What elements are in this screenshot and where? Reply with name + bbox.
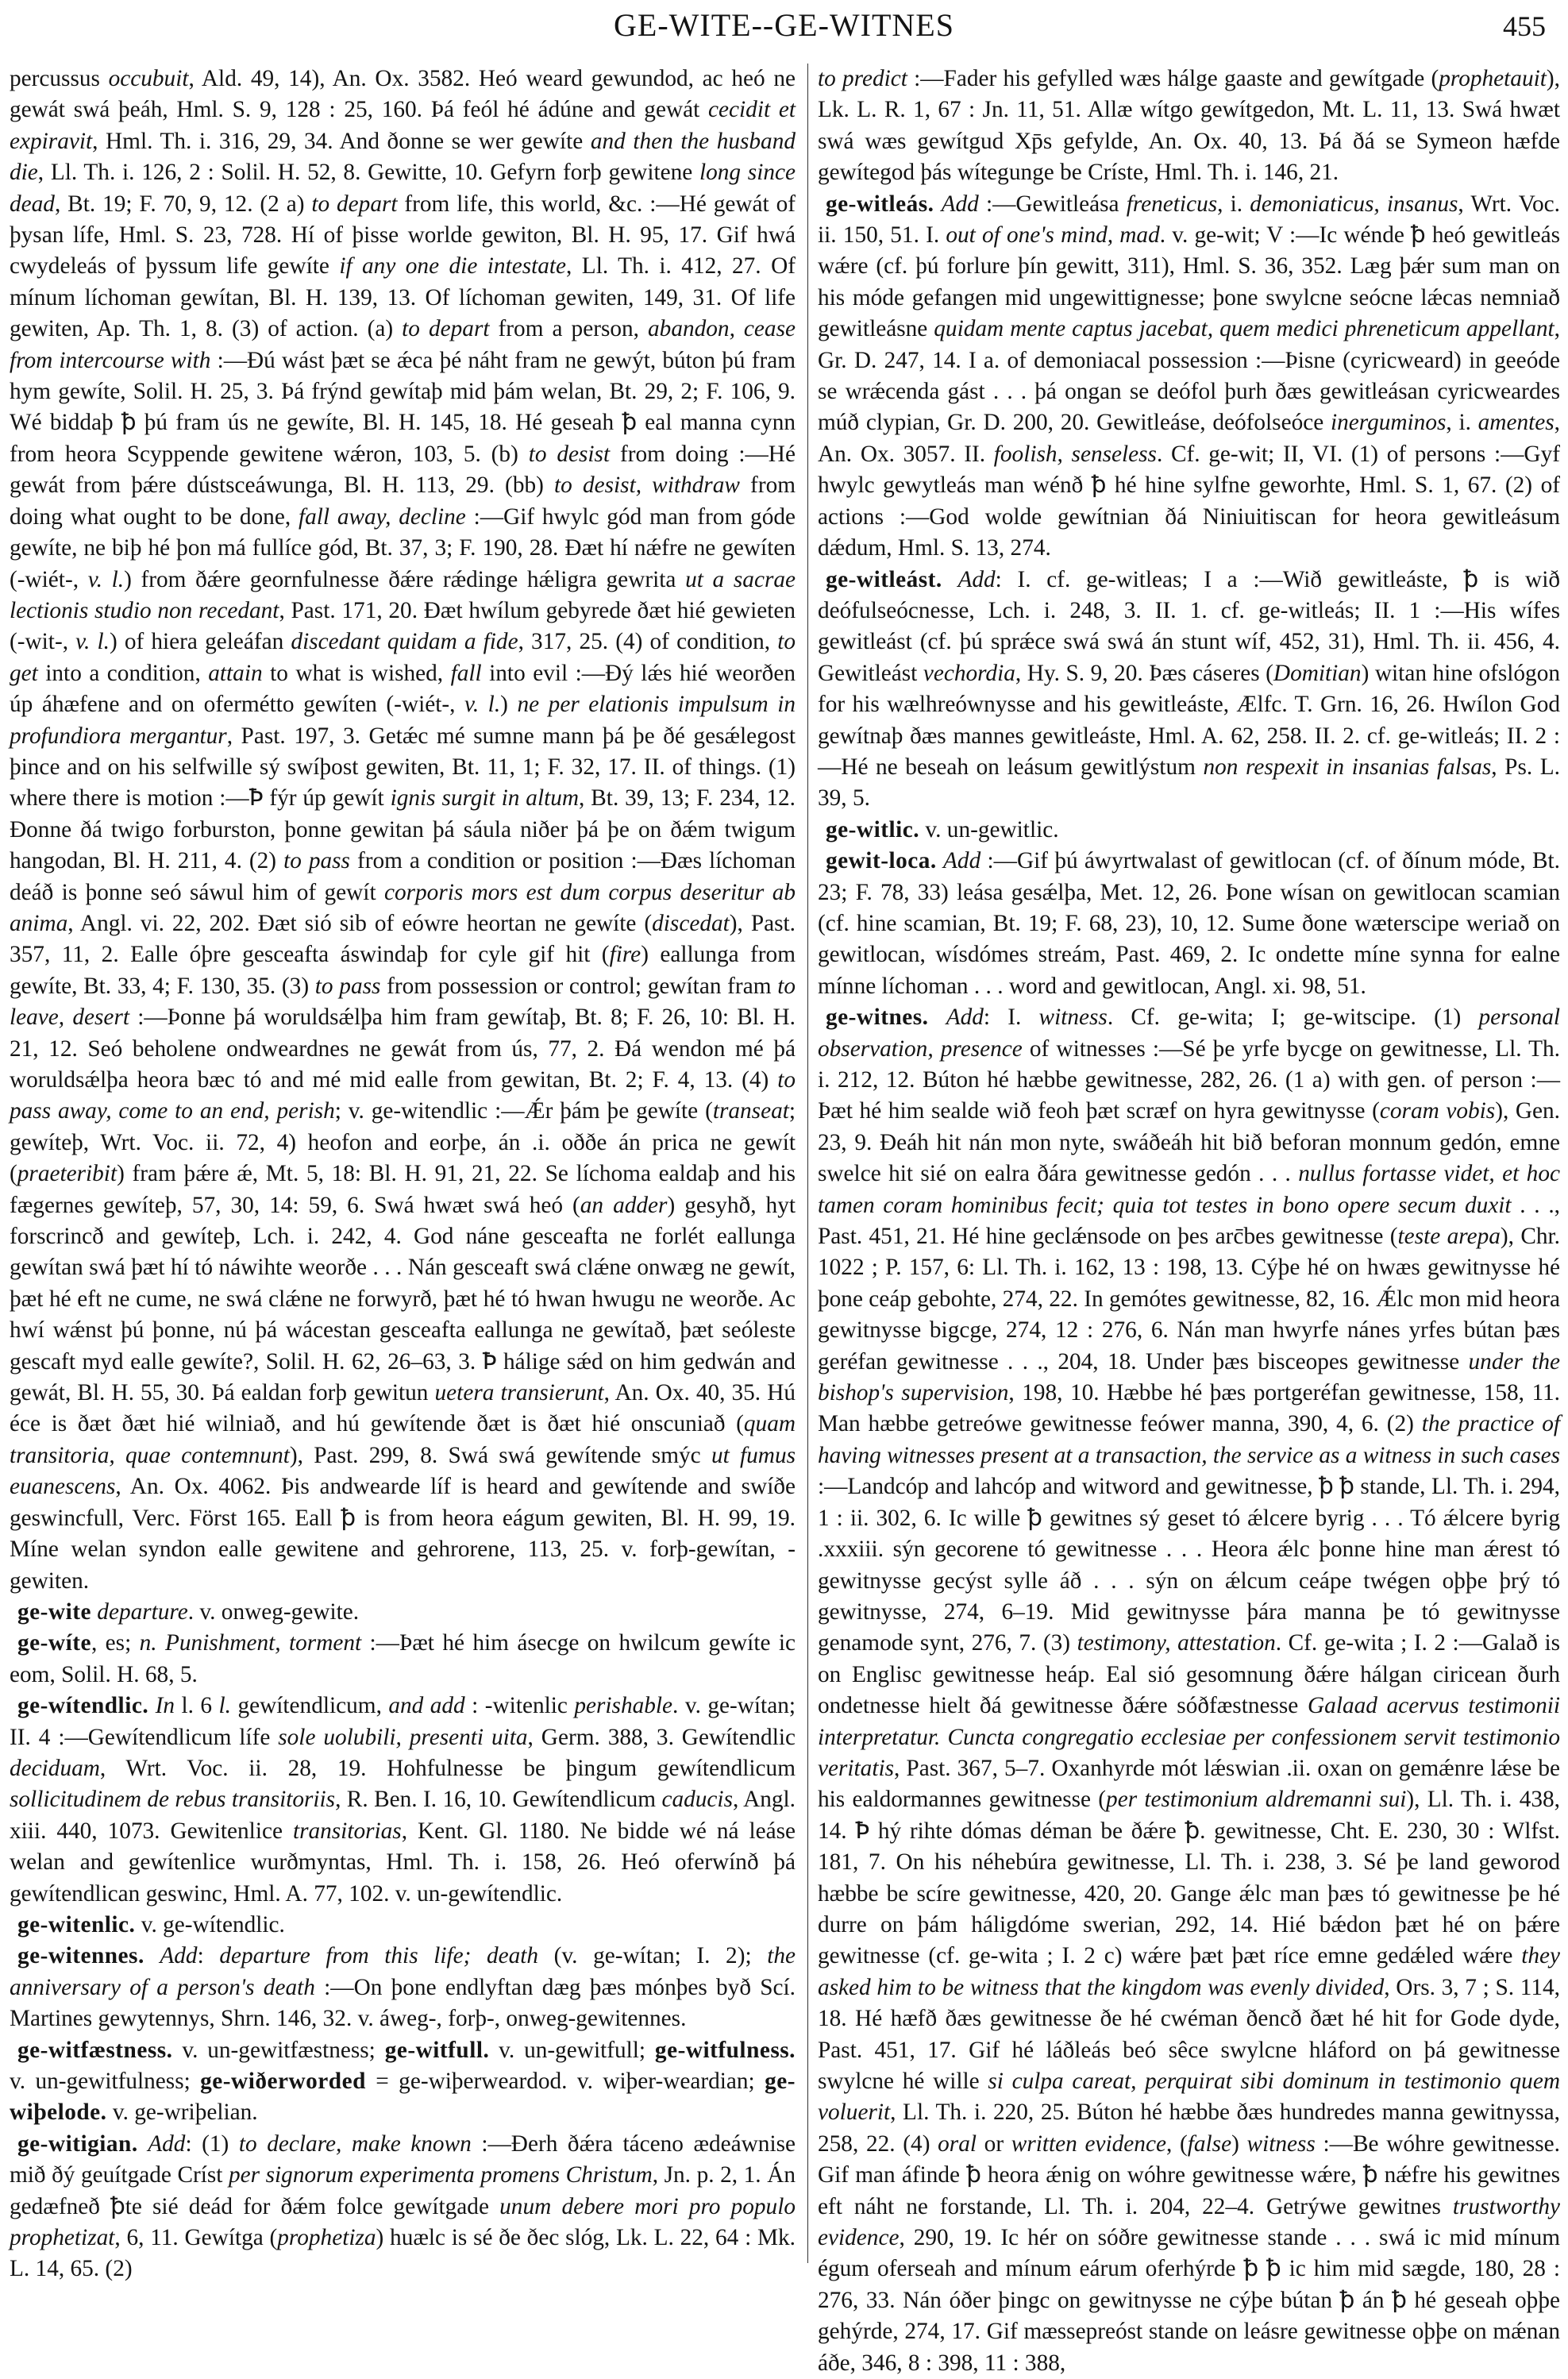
italic-gloss: to desist, withdraw [554, 472, 740, 499]
italic-gloss: to predict [818, 66, 907, 91]
italic-gloss: fire [609, 942, 641, 968]
italic-gloss: to depart [402, 316, 490, 342]
headword: gewit-loca. [826, 848, 937, 874]
dictionary-entry [10, 1691, 796, 1910]
italic-gloss: v. l. [75, 629, 110, 655]
italic-gloss: si culpa careat, perquirat sibi dominum in testimonio quem voluerit [818, 2069, 1560, 2126]
italic-gloss: departure [97, 1598, 188, 1625]
dictionary-entry [10, 2129, 796, 2285]
dictionary-entry [818, 64, 1560, 189]
entry-text: :—On þone endlyftan dæg þæs mónþes byð Scí. Martines gewytennys, Shrn. 146, 32. v. áweg-, forþ-, onweg-gewitennes. [10, 1974, 796, 2032]
column-divider [807, 64, 808, 2263]
dictionary-entry [10, 2035, 796, 2129]
italic-gloss: l. [218, 1693, 231, 1719]
italic-gloss: out of one's mind, mad [946, 222, 1160, 249]
italic-gloss: v. l. [87, 566, 125, 592]
entry-text: ; gewíteþ, Wrt. Voc. ii. 72, 4) heofon and eorþe, án .i. oððe án prica ne gewít ( [10, 1098, 796, 1187]
italic-gloss: corporis mors est dum corpus deseritur ab anima [10, 879, 796, 936]
dictionary-entry [10, 1910, 796, 1941]
page-header [0, 6, 1568, 54]
entry-text: :—Gif þú áwyrtwalast of gewitlocan (cf. of ðínum móde, Bt. 23; F. 78, 33) leása gesǽlþa, Met. 12, 26. Þone wísan on gewitlocan scamian (cf. hine scamian, Bt. 19; F. 68, 23), 10, 12. Sume ðone wæterscipe weriað on gewitlocan, wísdómes streám, Past. 469, 2. Ic ondette míne synna for ealne mínne líchoman . . . word and gewitlocan, Angl. xi. 98, 51. [818, 848, 1560, 999]
italic-gloss: freneticus [1126, 191, 1218, 217]
entry-text: ; v. ge-witendlic :—Ǽr þám þe gewíte ( [334, 1098, 713, 1124]
headword: ge-witlic. [826, 816, 920, 842]
dictionary-entry [818, 846, 1560, 1002]
entry-text: , Angl. xiii. 440, 1073. Gewitenlice [10, 1787, 796, 1844]
italic-gloss: to get [10, 629, 796, 686]
entry-text: from possession or control; gewítan fram [380, 973, 778, 999]
italic-gloss: deciduam [10, 1755, 100, 1781]
italic-gloss: occubuit [108, 66, 189, 91]
entry-text: . Cf. ge-wita; I; ge-witscipe. (1) [1107, 1004, 1479, 1031]
running-title: GE-WITE--GE-WITNES [614, 7, 954, 43]
italic-gloss: non respexit in insanias falsas [1203, 754, 1492, 780]
entry-text: . v. ge-wit; V :—Ic wénde ꝥ heó gewitleás wǽre (cf. þú forlure þín gewitt, 311), Hml. S. 36, 352. Læg þǽr sum man on his móde gefangen mid ungewittignesse; þone swylcne seócne lǽcas nemniað gewitleásne [818, 222, 1560, 342]
italic-gloss: discedat [652, 910, 730, 936]
entry-text: , Gr. D. 247, 14. I a. of demoniacal possession :—Þisne (cyricweard) in geeóde se wrǽcenda gást . . . þá ongan se deófol þurh ðæs gewitleásan cyricweardes múð clypian, Gr. D. 200, 20. Gewitleáse, deófolseóce [818, 316, 1560, 436]
italic-gloss: Add [943, 848, 981, 874]
italic-gloss: to declare, make known [238, 2130, 472, 2157]
entry-text: ) [500, 692, 518, 718]
entry-text: of witnesses :—Sé þe yrfe bycge on gewitnesse, Ll. Th. i. 212, 12. Búton hé hæbbe gewitnesse, 282, 26. (1 a) with gen. of person :—Þæt hé him sealde wið feoh þæt scræf on hyra gewitnysse ( [818, 1035, 1560, 1124]
italic-gloss: the anniversary of a person's death [10, 1943, 796, 2000]
entry-text [928, 1004, 946, 1030]
italic-gloss: Add [160, 1943, 198, 1969]
entry-text: , 317, 25. (4) of condition, [518, 629, 778, 655]
entry-text [138, 2131, 148, 2157]
right-column [818, 64, 1560, 2379]
italic-gloss: uetera transierunt [434, 1380, 604, 1406]
entry-text: from doing :—Hé gewát from þǽre dústsceáwunga, Bl. H. 113, 29. (bb) [10, 441, 796, 499]
entry-text: ) fram þǽre ǽ, Mt. 5, 18: Bl. H. 91, 21, 22. Se líchoma ealdaþ and his fægernes gewíteþ, 57, 30, 14: 59, 6. Swá hwæt swá heó ( [10, 1161, 796, 1218]
italic-gloss: to desist [528, 441, 611, 467]
entry-text: . Cf. ge-wita ; I. 2 :—Galað is on Englisc gewitnesse heáp. Eal sió gesomnung ðǽre hálgan ciricean ðurh ondetnesse hielt ðá gewitnesse ðǽre sóðfæstnesse [818, 1630, 1561, 1719]
italic-gloss: witness [1246, 2130, 1316, 2157]
italic-gloss: coram vobis [1379, 1098, 1496, 1124]
entry-text: ), Gen. 23, 9. Ðeáh hit nán mon nyte, swáðeáh hit bið beforan monnum gedón, emne swelce hit sié on ealra ðára gewitnesse gedón . . . [818, 1098, 1560, 1187]
entry-text: , Bt. 19; F. 70, 9, 12. (2 a) [54, 191, 312, 217]
italic-gloss: trustworthy evidence [818, 2193, 1560, 2251]
entry-text: , Past. 171, 20. Ðæt hwílum gebyrede ðæt hié gewieten (-wit-, [10, 597, 796, 655]
entry-text: :—Gif hwylc gód man from góde gewíte, ne biþ hé þon má fullíce gód, Bt. 37, 3; F. 190, 28. Ðæt hí nǽfre ne gewíten (-wiét-, [10, 503, 796, 592]
entry-text: , Ll. Th. i. 412, 27. Of mínum líchoman gewítan, Bl. H. 139, 13. Of líchoman gewiten, 149, 31. Of life gewiten, Ap. Th. 1, 8. (3) of action. (a) [10, 253, 796, 342]
headword: ge-witfulness. [654, 2037, 796, 2063]
entry-text: gewítendlicum, [231, 1693, 389, 1719]
entry-text: = ge-wiþerweardod. v. wiþer-weardian; [365, 2069, 765, 2094]
italic-gloss: long since dead [10, 160, 796, 217]
italic-gloss: Add [946, 1004, 984, 1031]
entry-text: to what is wished, [262, 660, 451, 686]
italic-gloss: sollicitudinem de rebus transitoriis [10, 1787, 336, 1813]
entry-text: , Jn. p. 2, 1. Án gedæfneð ꝥte sié deád for ðǽm folce gewítgade [10, 2162, 796, 2219]
entry-text: , Ors. 3, 7 ; S. 114, 18. Hé hæfð ðæs gewitnesse ðe hé cwéman ðencð ðæt hé hit for Gode dyde, Past. 451, 17. Gif hé láðleás beó sêce swylcne hláford on þá gewitnesse swylcne hé wille [818, 1974, 1560, 2094]
italic-gloss: Galaad acervus testimonii interpretatur. Cuncta congregatio ecclesiae per confessionem servit testimonio veritatis [818, 1693, 1560, 1781]
italic-gloss: written evidence [1011, 2130, 1166, 2157]
italic-gloss: teste arepa [1397, 1224, 1501, 1250]
italic-gloss: under the bishop's supervision [818, 1348, 1560, 1406]
entry-text: percussus [10, 66, 109, 91]
entry-text: :—Be wóhre gewitnesse. Gif man áfinde ꝥ heora ǽnig on wóhre gewitnesse wǽre, ꝥ nǽfre his gewitnes eft náht ne forstande, Ll. Th. i. 204, 22–4. Getrýwe gewitnes [818, 2130, 1560, 2219]
entry-text: from doing what ought to be done, [10, 472, 796, 530]
italic-gloss: Domitian [1273, 660, 1362, 686]
entry-text: : I. [983, 1004, 1039, 1031]
italic-gloss: personal observation, presence [818, 1004, 1560, 1062]
italic-gloss: ut a sacrae lectionis studio non recedant [10, 566, 796, 623]
italic-gloss: cecidit et expiravit [10, 97, 796, 154]
entry-text: , Ald. 49, 14), An. Ox. 3582. Heó weard gewundod, ac heó ne gewát swá þeáh, Hml. S. 9, 128 : 25, 160. Þá feól hé ádúne and gewát [10, 66, 796, 123]
entry-text: :—Þonne þá woruldsǽlþa him fram gewítaþ, Bt. 8; F. 26, 10: Bl. H. 21, 12. Seó beholene ondweardnes ne gewát from ús, 77, 2. Ðá wendon mé þá woruldsǽlþa heora bæc tó and mé mid ealle from gewitan, Bt. 2; F. 4, 13. (4) [10, 1004, 796, 1093]
entry-text: , 290, 19. Ic hér on sóðre gewitnesse stande . . . swá ic mid mínum égum oferseah and mínum eárum oferhýrde ꝥ ꝥ ic him mid sægde, 180, 28 : 276, 33. Nán óðer þingc on gewitnysse ne cýþe bútan ꝥ án ꝥ hé geseah oþþe gehýrde, 274, 17. Gif mæssepreóst stande on leásre gewitnesse oþþe on mǽnan áðe, 346, 8 : 398, 11 : 388, [818, 2225, 1560, 2376]
entry-text: v. un-gewitlic. [919, 816, 1059, 842]
entry-text: , R. Ben. I. 16, 10. Gewítendlicum [335, 1787, 662, 1813]
entry-text: or [976, 2130, 1011, 2157]
italic-gloss: departure from this life; death [219, 1943, 539, 1969]
entry-text: from life, this world, &c. :—Hé gewát of þysan lífe, Hml. S. 23, 728. Hí of þisse worlde gewiton, Bl. H. 95, 17. Gif hwá cwydeleás of þyssum life gewíte [10, 191, 796, 280]
italic-gloss: to pass away, come to an end, perish [10, 1067, 796, 1124]
italic-gloss: ignis surgit in altum [390, 785, 580, 812]
headword: ge-wiþelode. [10, 2069, 796, 2126]
italic-gloss: quam transitoria, quae contemnunt [10, 1411, 796, 1468]
entry-text: , Kent. Gl. 1180. Ne bidde wé ná leáse welan and gewítenlice wurðmyntas, Hml. Th. i. 158, 26. Heó oferwínð þá gewítendlican geswinc, Hml. A. 77, 102. v. un-gewítendlic. [10, 1818, 796, 1907]
entry-text: , An. Ox. 3057. II. [818, 410, 1560, 467]
headword: ge-wiðerworded [200, 2069, 366, 2094]
italic-gloss: per testimonium aldremanni sui [1106, 1787, 1407, 1813]
entry-text: ), Past. 299, 8. Swá swá gewítende smýc [289, 1442, 711, 1468]
entry-text: , 198, 10. Hæbbe hé þæs portgeréfan gewitnesse, 158, 11. Man hæbbe getreówe gewitnesse feówer manna, 390, 4, 6. (2) [818, 1380, 1560, 1437]
entry-text: : -witenlic [464, 1693, 575, 1719]
page-number: 455 [1503, 10, 1546, 42]
entry-text: :—Ðú wást þæt se ǽca þé náht fram ne gewýt, búton þú fram hym gewíte, Solil. H. 25, 3. Þá frýnd gewítaþ mid þám welan, Bt. 29, 2; F. 106, 9. Wé biddaþ ꝥ þú fram ús ne gewíte, Bl. H. 145, 18. Hé geseah ꝥ eal manna cynn from heora Scyppende gewitene wǽron, 103, 5. (b) [10, 347, 796, 467]
headword: ge-witleás. [826, 191, 934, 217]
entry-text: ), Chr. 1022 ; P. 157, 6: Ll. Th. i. 162, 13 : 198, 13. Cýþe hé on hwæs gewitnysse hé þone ceáp gebohte, 274, 22. In gemótes gewitnesse, 82, 16. Ǽlc mon mid heora gewitnysse bigcge, 274, 12 : 276, 6. Nán man hwyrfe nánes yrfes bútan þæs geréfan gewitnesse . . ., 204, 18. Under þæs bisceopes gewitnesse [818, 1224, 1560, 1375]
italic-gloss: to pass [283, 848, 350, 874]
entry-text: :—Gewitleása [978, 191, 1127, 217]
entry-text: : I. cf. ge-witleas; I a :—Wið gewitleáste, ꝥ is wið deófulseócnesse, Lch. i. 248, 3. II. 1. cf. ge-witleás; II. 1 :—His wífes gewitleást (cf. þú sprǽce swá swá án stunt wíf, 452, 31), Hml. Th. ii. 456, 4. Gewitleást [818, 566, 1561, 686]
italic-gloss: praeteribit [17, 1161, 118, 1187]
italic-gloss: prophetiza [277, 2225, 376, 2251]
italic-gloss: false [1187, 2130, 1232, 2157]
entry-text: :—Landcóp and lahcóp and witword and gewitnesse, ꝥ ꝥ stande, Ll. Th. i. 294, 1 : ii. 302, 6. Ic wille ꝥ gewitnes sý geset tó ǽlcere byrig . . . Tó ǽlcere byrig .xxxiii. sýn gecorene tó gewitnesse . . . Heora ǽlc þonne hine man ǽrest tó gewitnysse gecýst sylle áð . . . sýn on ǽlcum ceápe twégen oþþe þrý tó gewitnysse, 274, 6–19. Mid gewitnysse þára manna þe tó gewitnysse genamode synt, 276, 7. (3) [818, 1474, 1560, 1656]
italic-gloss: the practice of having witnesses present at a transaction, the service as a witness in such cases [818, 1411, 1560, 1468]
entry-text: (v. ge-wítan; I. 2); [538, 1943, 768, 1969]
italic-gloss: an adder [580, 1192, 668, 1218]
italic-gloss: n. Punishment, torment [139, 1630, 362, 1656]
dictionary-entry [10, 1628, 796, 1691]
italic-gloss: testimony, attestation [1077, 1630, 1276, 1656]
entry-text: , An. Ox. 4062. Þis andwearde líf is heard and gewítende and swíðe geswincfull, Verc. Först 165. Eall ꝥ is from heora eágum gewiten, Bl. H. 99, 19. Míne welan syndon ealle gewitene and gehrorene, 113, 25. v. forþ-gewítan, -gewiten. [10, 1474, 796, 1594]
dictionary-entry [10, 64, 796, 1597]
entry-text: v. ge-wriþelian. [106, 2099, 258, 2126]
dictionary-entry [818, 1002, 1560, 2379]
entry-text: : [197, 1943, 220, 1969]
entry-text: from a person, [489, 316, 649, 342]
entry-text: :—Ðerh ðǽra táceno ædeáwnise mið ðý geuítgade Críst [10, 2130, 796, 2188]
headword: ge-witnes. [826, 1004, 929, 1031]
entry-text: ) of hiera geleáfan [109, 629, 291, 655]
italic-gloss: unum debere mori pro populo prophetizat [10, 2193, 796, 2251]
italic-gloss: ne per elationis impulsum in profundiora mergantur [10, 692, 796, 749]
entry-text: v. un-gewitfæstness; [172, 2037, 385, 2063]
italic-gloss: demoniaticus, insanus [1250, 191, 1458, 217]
entry-text: , ( [1165, 2130, 1188, 2157]
entry-text: ), Lk. L. R. 1, 67 : Jn. 11, 51. Allæ wítgo gewítgedon, Mt. L. 11, 13. Swá hwæt swá wæs gewítgud Xp̄s gefylde, An. Ox. 40, 13. Þá ðá se Symeon hæfde gewítegod þás wítegunge be Críste, Hml. Th. i. 146, 21. [818, 66, 1560, 186]
italic-gloss: attain [208, 660, 263, 686]
entry-text [148, 1693, 155, 1718]
entry-text: , es; [91, 1630, 140, 1656]
entry-text: . v. ge-wítan; II. 4 :—Gewítendlicum lífe [10, 1693, 796, 1750]
italic-gloss: fall away, decline [298, 503, 466, 530]
entry-text: : (1) [185, 2130, 239, 2157]
entry-text: , Ll. Th. i. 220, 25. Búton hé hæbbe ðæs hundredes manna gewitnyssa, 258, 22. (4) [818, 2099, 1560, 2157]
italic-gloss: Add [957, 566, 996, 592]
italic-gloss: abandon, cease from intercourse with [10, 316, 796, 373]
entry-text: v. ge-wítendlic. [135, 1911, 285, 1938]
entry-text: ), Past. 357, 11, 2. Ealle óþre gesceafta áswindaþ for cyle gif hit ( [10, 910, 796, 968]
italic-gloss: fall [450, 660, 482, 686]
entry-text: , i. [1217, 191, 1250, 217]
entry-text: , Wrt. Voc. ii. 28, 19. Hohfulnesse be þingum gewítendlicum [99, 1755, 796, 1781]
entry-text: , Past. 197, 3. Getǽc mé sumne mann þá þe ðé gesǽlegost þince and on his selfwille sý swíþost gewiten, Bt. 11, 1; F. 32, 17. II. of things. (1) where there is motion :—Ꝥ fýr úp gewít [10, 723, 796, 812]
left-column [10, 64, 796, 2285]
italic-gloss: quidam mente captus jacebat, quem medici phreneticum appellant [934, 316, 1555, 342]
entry-text: , Bt. 39, 13; F. 234, 12. Ðonne ðá twigo forburston, þonne gewitan þá sáula niðer þá þe on ðǽm twigum hangodan, Bl. H. 211, 4. (2) [10, 785, 796, 874]
entry-text [144, 1943, 160, 1968]
entry-text: l. 6 [175, 1693, 219, 1719]
headword: ge-wite [17, 1598, 91, 1625]
italic-gloss: ut fumus euanescens [10, 1442, 796, 1500]
italic-gloss: and add [388, 1693, 465, 1719]
italic-gloss: inerguminos [1330, 410, 1447, 436]
italic-gloss: Add [148, 2130, 186, 2157]
headword: ge-witfæstness. [17, 2037, 173, 2063]
entry-text [934, 191, 941, 217]
entry-text: ) witan hine ofslógon for his wælhreównysse and his gewitleáste, Ælfc. T. Grn. 16, 26. Hwílon God gewítnaþ ðæs mannes gewitleáste, Hml. A. 62, 258. II. 2. cf. ge-witleás; II. 2 :—Hé ne beseah on leásum gewitlýstum [818, 660, 1560, 780]
entry-text [942, 567, 958, 592]
italic-gloss: vechordia [923, 660, 1015, 686]
headword: ge-witigian. [17, 2130, 138, 2157]
headword: ge-witfull. [384, 2037, 490, 2063]
headword: ge-witleást. [826, 566, 942, 592]
dictionary-entry [10, 1941, 796, 2034]
entry-text: into a condition, [37, 660, 209, 686]
italic-gloss: oral [938, 2130, 977, 2157]
italic-gloss: witness [1038, 1004, 1108, 1031]
entry-text: , Wrt. Voc. ii. 150, 51. I. [818, 191, 1561, 249]
dictionary-entry [10, 1597, 796, 1628]
italic-gloss: if any one die intestate [339, 253, 567, 280]
italic-gloss: prophetauit [1439, 66, 1547, 91]
entry-text: , Angl. vi. 22, 202. Ðæt sió sib of eówre heortan ne gewíte ( [67, 910, 653, 936]
italic-gloss: to pass [314, 973, 381, 999]
entry-text: v. un-gewitfull; [489, 2037, 655, 2063]
entry-text: ) gesyhð, hyt forscrincð and gewíteþ, Lch. i. 242, 4. God náne gesceafta ne forlét eallunga gewítan swá þæt hí tó náwihte weorðe . . . Nán gesceaft swá clǽne onwæg ne gewít, þæt hé eft ne cume, ne swá clǽne ne forwyrð, þæt hé tó hwan hwugu ne weorðe. Ac hwí wǽnst þú þonne, nú þá wácestan gesceafta eallunga ne gewítað, þæt seóleste gescaft myd ealle gewíte?, Solil. H. 62, 26–63, 3. Ꝥ hálige sǽd on him gedwán and gewát, Bl. H. 55, 30. Þá ealdan forþ gewitun [10, 1192, 796, 1406]
italic-gloss: transitorias [292, 1818, 402, 1844]
italic-gloss: caducis [661, 1787, 733, 1813]
entry-text: from a condition or position :—Ðæs líchoman deáð is þonne seó sáwul him of gewít [10, 848, 796, 905]
italic-gloss: Add [941, 191, 979, 217]
italic-gloss: they asked him to be witness that the kingdom was evenly divided [818, 1943, 1560, 2000]
entry-text: , Hy. S. 9, 20. Þæs cáseres ( [1015, 660, 1273, 686]
entry-text [937, 848, 943, 873]
entry-text: , Ps. L. 39, 5. [818, 754, 1560, 812]
entry-text: ) eallunga from gewíte, Bt. 33, 4; F. 130, 35. (3) [10, 942, 796, 999]
italic-gloss: v. l. [464, 692, 501, 718]
entry-text: . . ., Past. 451, 21. Hé hine geclǽnsode on þes arc̄bes gewitnesse ( [818, 1192, 1560, 1250]
italic-gloss: sole uolubili, presenti uita [278, 1724, 528, 1750]
italic-gloss: nullus fortasse videt, et hoc tamen coram hominibus fecit; quia tot testes in bono opere secum duxit [818, 1161, 1560, 1218]
entry-text: , An. Ox. 40, 35. Hú éce is ðæt ðæt hié wilniað, and hú gewítende ðæt is ðæt hié onscuniað ( [10, 1380, 796, 1437]
headword: ge-wítendlic. [17, 1693, 149, 1719]
italic-gloss: foolish, senseless [993, 441, 1157, 467]
entry-text: , Past. 367, 5–7. Oxanhyrde mót lǽswian .ii. oxan on gemǽnre lǽse be his ealdormannes gewitnesse ( [818, 1755, 1560, 1813]
entry-text: ) huælc is sé ðe ðec slóg, Lk. L. 22, 64 : Mk. L. 14, 65. (2) [10, 2225, 796, 2282]
italic-gloss: amentes [1477, 410, 1555, 436]
entry-text: , 6, 11. Gewítga ( [114, 2225, 278, 2251]
italic-gloss: In [155, 1693, 175, 1719]
entry-text: ), Ll. Th. i. 438, 14. Ꝥ hý rihte dómas déman be ðǽre ꝥ. gewitnesse, Cht. E. 230, 30 : Wlfst. 181, 7. On his néhebúra gewitnesse, Ll. Th. i. 238, 3. Sé þe land geworod hæbbe be scíre gewitnesse, 420, 20. Gange ǽlc man þæs tó gewitnesse þe hé durre on þám háligdóme swerian, 292, 14. Hié bǽdon þæt hé on þǽre gewitnesse (cf. ge-wita ; I. 2 c) wǽre þæt þæt ríce emne gedǽled wǽre [818, 1787, 1561, 1969]
italic-gloss: to depart [311, 191, 398, 217]
entry-text: :—Fader his gefylled wæs hálge gaaste and gewítgade ( [907, 66, 1439, 91]
italic-gloss: per signorum experimenta promens Christum [229, 2162, 653, 2188]
dictionary-entry [818, 189, 1560, 565]
entry-text: ) from ðǽre geornfulnesse ðǽre rǽdinge hǽligra gewrita [124, 566, 686, 592]
headword: ge-witennes. [17, 1943, 144, 1969]
entry-text: into evil :—Ðý lǽs hié weorðen úp áhæfene and on ofermétto gewíten (-wiét-, [10, 660, 796, 718]
entry-text: , Hml. Th. i. 316, 29, 34. And ðonne se wer gewíte [92, 128, 591, 154]
entry-text: ) [1231, 2130, 1247, 2157]
entry-text: , i. [1446, 410, 1478, 436]
entry-text: v. un-gewitfulness; [10, 2069, 201, 2094]
entry-text: , Ll. Th. i. 126, 2 : Solil. H. 52, 8. Gewitte, 10. Gefyrn forþ gewitene [37, 160, 699, 186]
italic-gloss: and then the husband die [10, 128, 796, 186]
entry-text: :—Þæt hé him ásecge on hwilcum gewíte ic eom, Solil. H. 68, 5. [10, 1630, 796, 1687]
entry-text: . v. onweg-gewite. [187, 1598, 360, 1625]
headword: ge-witenlic. [17, 1911, 136, 1938]
dictionary-entry [818, 815, 1560, 846]
italic-gloss: to leave, desert [10, 973, 796, 1031]
headword: ge-wíte [17, 1630, 91, 1656]
entry-text: . Cf. ge-wit; II, VI. (1) of persons :—Gyf hwylc gewytleás man wénð ꝥ hé hine sylfne geworhte, Hml. S. 1, 67. (2) of actions :—God wolde gewítnian ðá Niniuitiscan for heora gewitleásum dǽdum, Hml. S. 13, 274. [818, 441, 1560, 561]
italic-gloss: transeat [712, 1098, 789, 1124]
dictionary-entry [818, 565, 1560, 815]
italic-gloss: discedant quidam a fide [291, 629, 518, 655]
entry-text: , Germ. 388, 3. Gewítendlic [527, 1724, 796, 1750]
italic-gloss: perishable [574, 1693, 673, 1719]
